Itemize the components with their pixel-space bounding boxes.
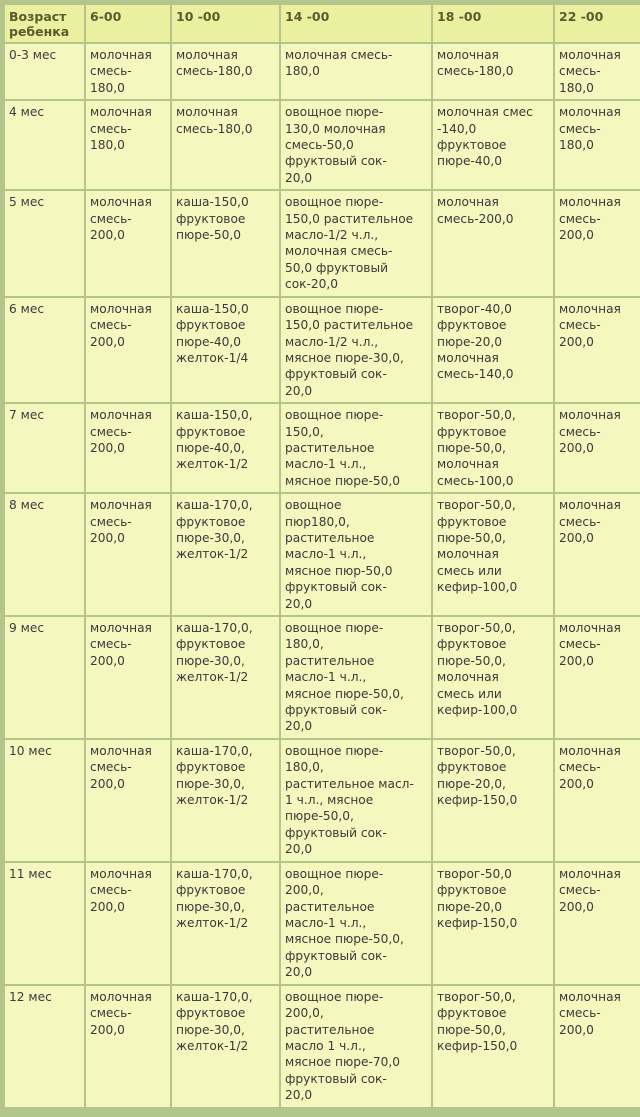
age-cell: 10 мес bbox=[5, 740, 84, 861]
feeding-cell: творог-50,0 фруктовое пюре-20,0 кефир-150,0 bbox=[433, 863, 553, 984]
feeding-cell: молочная смесь- 200,0 bbox=[86, 404, 170, 492]
table-row bbox=[5, 101, 640, 189]
header-time-18: 18 -00 bbox=[433, 5, 553, 42]
feeding-cell: овощное пюр180,0, растительное масло-1 ч.л., мясное пюр-50,0 фруктовый сок- 20,0 bbox=[281, 494, 431, 615]
header-time-10: 10 -00 bbox=[172, 5, 279, 42]
table-row bbox=[5, 986, 640, 1107]
table-row bbox=[5, 863, 640, 984]
age-cell: 12 мес bbox=[5, 986, 84, 1107]
feeding-cell: молочная смесь- 200,0 bbox=[555, 617, 640, 738]
age-cell: 11 мес bbox=[5, 863, 84, 984]
feeding-cell: творог-50,0, фруктовое пюре-50,0, кефир-150,0 bbox=[433, 986, 553, 1107]
age-cell: 7 мес bbox=[5, 404, 84, 492]
feeding-cell: молочная смесь- 180,0 bbox=[555, 44, 640, 99]
feeding-cell: молочная смесь- 200,0 bbox=[86, 986, 170, 1107]
table-row bbox=[5, 740, 640, 861]
age-cell: 8 мес bbox=[5, 494, 84, 615]
header-time-6: 6-00 bbox=[86, 5, 170, 42]
feeding-cell: молочная смесь- 200,0 bbox=[86, 617, 170, 738]
feeding-cell: каша-150,0 фруктовое пюре-50,0 bbox=[172, 191, 279, 295]
feeding-schedule-table bbox=[3, 3, 640, 1109]
feeding-cell: овощное пюре- 180,0, растительное масл- 1 ч.л., мясное пюре-50,0, фруктовый сок- 20,0 bbox=[281, 740, 431, 861]
feeding-cell: каша-170,0, фруктовое пюре-30,0, желток-1/2 bbox=[172, 494, 279, 615]
table-row bbox=[5, 298, 640, 402]
feeding-cell: овощное пюре- 150,0 растительное масло-1/2 ч.л., мясное пюре-30,0, фруктовый сок- 20,0 bbox=[281, 298, 431, 402]
feeding-cell: молочная смесь-200,0 bbox=[433, 191, 553, 295]
feeding-cell: каша-150,0, фруктовое пюре-40,0, желток-1/2 bbox=[172, 404, 279, 492]
feeding-cell: молочная смесь- 200,0 bbox=[555, 191, 640, 295]
feeding-cell: творог-50,0, фруктовое пюре-50,0, молочная смесь или кефир-100,0 bbox=[433, 617, 553, 738]
feeding-cell: каша-170,0, фруктовое пюре-30,0, желток-1/2 bbox=[172, 617, 279, 738]
feeding-cell: молочная смесь- 200,0 bbox=[555, 740, 640, 861]
feeding-cell: овощное пюре- 200,0, растительное масло-1 ч.л., мясное пюре-50,0, фруктовый сок- 20,0 bbox=[281, 863, 431, 984]
feeding-cell: молочная смесь-180,0 bbox=[172, 101, 279, 189]
age-cell: 5 мес bbox=[5, 191, 84, 295]
feeding-cell: творог-50,0, фруктовое пюре-20,0, кефир-150,0 bbox=[433, 740, 553, 861]
feeding-cell: каша-170,0, фруктовое пюре-30,0, желток-1/2 bbox=[172, 863, 279, 984]
feeding-cell: овощное пюре- 150,0 растительное масло-1/2 ч.л., молочная смесь- 50,0 фруктовый сок-20,0 bbox=[281, 191, 431, 295]
table-header-row bbox=[5, 5, 640, 42]
feeding-cell: овощное пюре- 200,0, растительное масло 1 ч.л., мясное пюре-70,0 фруктовый сок- 20,0 bbox=[281, 986, 431, 1107]
feeding-cell: молочная смесь- 200,0 bbox=[86, 740, 170, 861]
feeding-cell: каша-150,0 фруктовое пюре-40,0 желток-1/4 bbox=[172, 298, 279, 402]
feeding-cell: молочная смесь- 200,0 bbox=[555, 863, 640, 984]
feeding-cell: творог-40,0 фруктовое пюре-20,0 молочная смесь-140,0 bbox=[433, 298, 553, 402]
age-cell: 9 мес bbox=[5, 617, 84, 738]
feeding-cell: овощное пюре- 130,0 молочная смесь-50,0 фруктовый сок- 20,0 bbox=[281, 101, 431, 189]
feeding-cell: молочная смесь- 180,0 bbox=[86, 44, 170, 99]
table-row bbox=[5, 617, 640, 738]
feeding-cell: молочная смес -140,0 фруктовое пюре-40,0 bbox=[433, 101, 553, 189]
header-age: Возраст ребенка bbox=[5, 5, 84, 42]
feeding-cell: творог-50,0, фруктовое пюре-50,0, молочная смесь-100,0 bbox=[433, 404, 553, 492]
feeding-cell: молочная смесь- 180,0 bbox=[86, 101, 170, 189]
feeding-cell: молочная смесь- 180,0 bbox=[555, 101, 640, 189]
age-cell: 6 мес bbox=[5, 298, 84, 402]
table-row bbox=[5, 191, 640, 295]
feeding-cell: молочная смесь- 200,0 bbox=[555, 986, 640, 1107]
age-cell: 4 мес bbox=[5, 101, 84, 189]
feeding-cell: каша-170,0, фруктовое пюре-30,0, желток-1/2 bbox=[172, 986, 279, 1107]
header-time-14: 14 -00 bbox=[281, 5, 431, 42]
feeding-cell: молочная смесь- 200,0 bbox=[86, 298, 170, 402]
table-row bbox=[5, 494, 640, 615]
feeding-cell: овощное пюре- 180,0, растительное масло-1 ч.л., мясное пюре-50,0, фруктовый сок- 20,0 bbox=[281, 617, 431, 738]
feeding-cell: молочная смесь-180,0 bbox=[433, 44, 553, 99]
header-time-22: 22 -00 bbox=[555, 5, 640, 42]
feeding-cell: молочная смесь- 200,0 bbox=[555, 494, 640, 615]
feeding-cell: молочная смесь- 200,0 bbox=[555, 404, 640, 492]
table-row bbox=[5, 404, 640, 492]
age-cell: 0-3 мес bbox=[5, 44, 84, 99]
table-row bbox=[5, 44, 640, 99]
feeding-cell: каша-170,0, фруктовое пюре-30,0, желток-1/2 bbox=[172, 740, 279, 861]
feeding-cell: молочная смесь- 200,0 bbox=[86, 494, 170, 615]
feeding-cell: молочная смесь- 200,0 bbox=[86, 863, 170, 984]
feeding-cell: молочная смесь-180,0 bbox=[172, 44, 279, 99]
feeding-cell: овощное пюре- 150,0, растительное масло-1 ч.л., мясное пюре-50,0 bbox=[281, 404, 431, 492]
feeding-cell: молочная смесь- 200,0 bbox=[555, 298, 640, 402]
feeding-cell: творог-50,0, фруктовое пюре-50,0, молочная смесь или кефир-100,0 bbox=[433, 494, 553, 615]
feeding-cell: молочная смесь- 200,0 bbox=[86, 191, 170, 295]
feeding-cell: молочная смесь- 180,0 bbox=[281, 44, 431, 99]
